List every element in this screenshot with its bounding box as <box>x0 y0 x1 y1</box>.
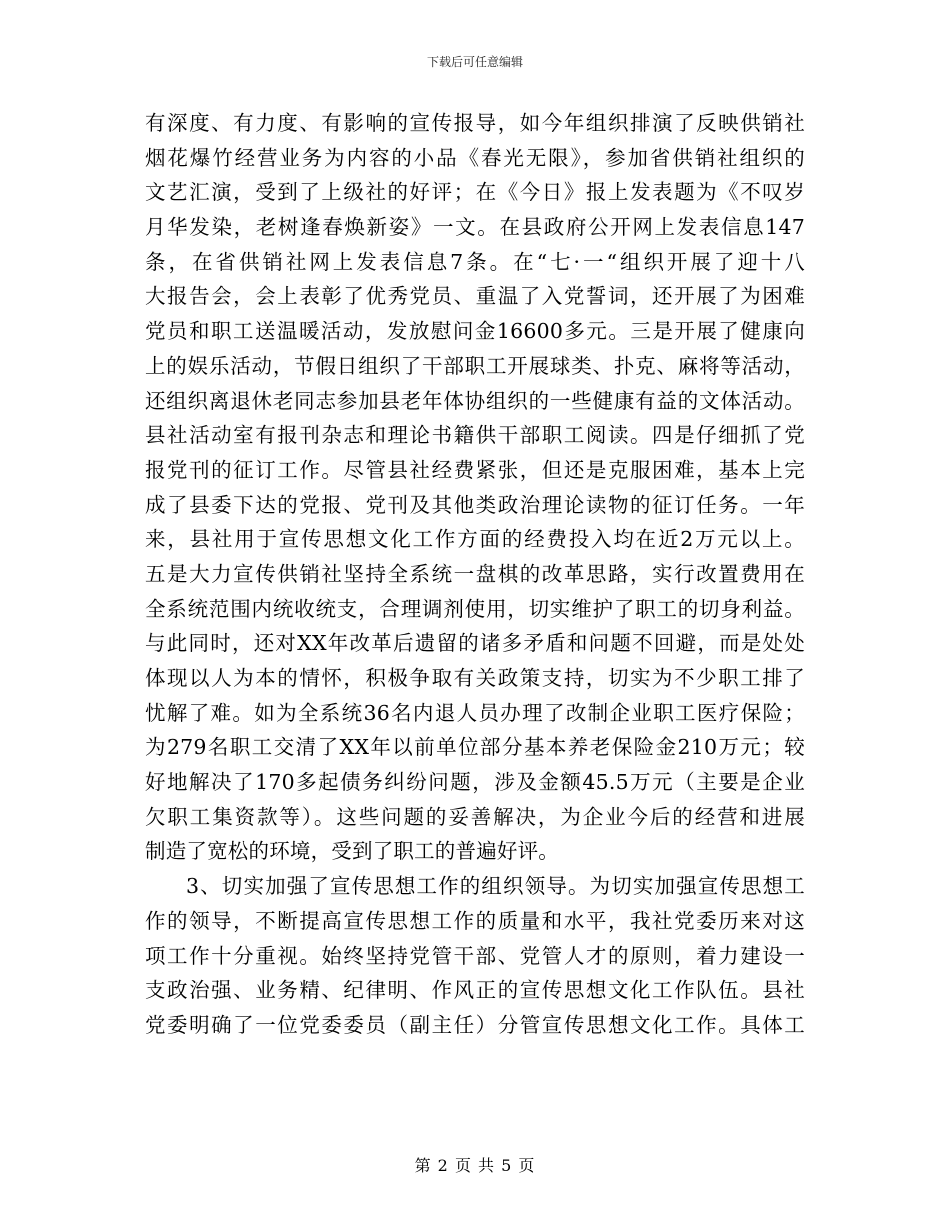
text-line: 月华发染，老树逢春焕新姿》一文。在县政府公开网上发表信息147 <box>145 215 805 240</box>
text-line: 五是大力宣传供销社坚持全系统一盘棋的改革思路，实行改置费用在 <box>145 561 805 586</box>
text-line: 大报告会，会上表彰了优秀党员、重温了入党誓词，还开展了为困难 <box>145 284 805 309</box>
paragraph-end-line: 制造了宽松的环境，受到了职工的普遍好评。 <box>145 839 559 864</box>
text-line: 成了县委下达的党报、党刊及其他类政治理论读物的征订任务。一年 <box>145 492 805 517</box>
text-line: 与此同时，还对XX年改革后遗留的诸多矛盾和问题不回避，而是处处 <box>145 631 805 656</box>
text-line: 为279名职工交清了XX年以前单位部分基本养老保险金210万元；较 <box>145 735 805 760</box>
text-line: 忧解了难。如为全系统36名内退人员办理了改制企业职工医疗保险； <box>145 700 805 725</box>
text-line: 体现以人为本的情怀，积极争取有关政策支持，切实为不少职工排了 <box>145 666 805 690</box>
text-line: 全系统范围内统收统支，合理调剂使用，切实维护了职工的切身利益。 <box>145 596 805 621</box>
text-line: 好地解决了170多起债务纠纷问题，涉及金额45.5万元（主要是企业 <box>145 770 805 795</box>
text-line: 还组织离退休老同志参加县老年体协组织的一些健康有益的文体活动。 <box>145 388 805 413</box>
text-line: 条，在省供销社网上发表信息7条。在“七·一“组织开展了迎十八 <box>145 249 805 274</box>
page-footer: 第 2 页 共 5 页 <box>414 1156 536 1175</box>
text-line: 欠职工集资款等）。这些问题的妥善解决，为企业今后的经营和进展 <box>145 804 805 829</box>
text-line: 作的领导，不断提高宣传思想工作的质量和水平，我社党委历来对这 <box>145 908 805 933</box>
text-line: 党委明确了一位党委委员（副主任）分管宣传思想文化工作。具体工 <box>145 1012 805 1037</box>
text-line: 党员和职工送温暖活动，发放慰问金16600多元。三是开展了健康向 <box>145 319 805 344</box>
text-line: 有深度、有力度、有影响的宣传报导，如今年组织排演了反映供销社 <box>145 111 805 135</box>
text-line: 来，县社用于宣传思想文化工作方面的经费投入均在近2万元以上。 <box>145 527 805 552</box>
text-line: 支政治强、业务精、纪律明、作风正的宣传思想文化工作队伍。县社 <box>145 978 805 1003</box>
text-line: 项工作十分重视。始终坚持党管干部、党管人才的原则，着力建设一 <box>145 943 805 968</box>
text-line: 文艺汇演，受到了上级社的好评；在《今日》报上发表题为《不叹岁 <box>145 180 805 205</box>
text-line: 报党刊的征订工作。尽管县社经费紧张，但还是克服困难，基本上完 <box>145 457 805 482</box>
text-line: 烟花爆竹经营业务为内容的小品《春光无限》，参加省供销社组织的 <box>145 145 805 170</box>
body-text <box>145 106 805 1043</box>
page-header: 下载后可任意编辑 <box>426 55 523 69</box>
text-line: 县社活动室有报刊杂志和理论书籍供干部职工阅读。四是仔细抓了党 <box>145 423 805 448</box>
text-line: 上的娱乐活动，节假日组织了干部职工开展球类、扑克、麻将等活动， <box>145 353 805 378</box>
paragraph-start-line: 3、切实加强了宣传思想工作的组织领导。为切实加强宣传思想工 <box>186 874 805 899</box>
